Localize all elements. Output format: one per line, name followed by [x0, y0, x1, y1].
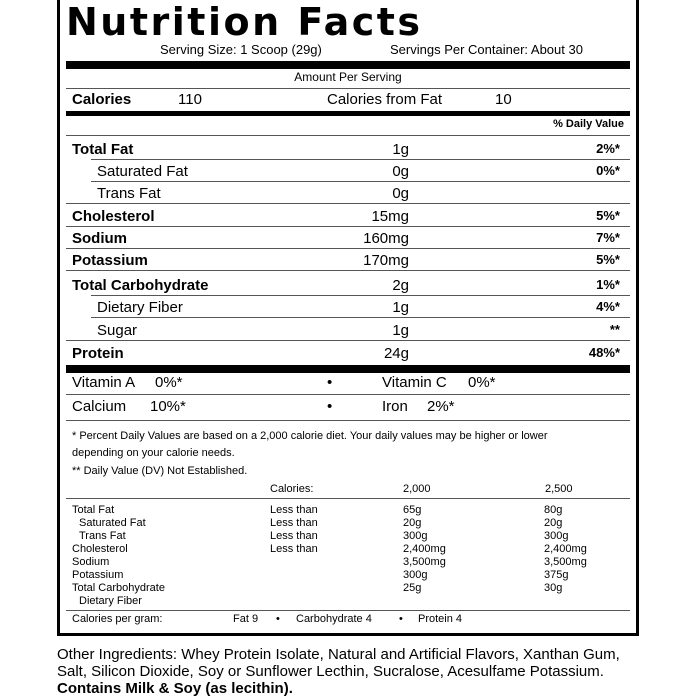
divider	[66, 88, 630, 89]
divider	[66, 420, 630, 421]
nutrient-dv: 1%*	[596, 277, 620, 292]
nutrient-row-trans-fat	[66, 182, 630, 204]
divider	[91, 317, 630, 318]
nutrient-row-protein	[66, 342, 630, 364]
dv-table-row-v2000: 20g	[403, 517, 422, 529]
dv-table-row-v2000: 300g	[403, 569, 428, 581]
dv-table-2000-values	[403, 504, 446, 595]
divider	[66, 498, 630, 499]
calories-per-gram-fat: Fat 9	[233, 613, 259, 625]
dv-table-row-name: Trans Fat	[79, 530, 126, 542]
nutrient-amount: 170mg	[363, 252, 409, 269]
nutrient-row-total-carbohydrate	[66, 274, 630, 296]
dv-table-row-v2500: 375g	[544, 569, 569, 581]
footnote-percent-dv-cont: depending on your calorie needs.	[72, 447, 235, 459]
label-title: Nutrition Facts	[66, 0, 423, 44]
bullet: •	[327, 398, 333, 415]
vitamin-c-label: Vitamin C	[382, 374, 447, 391]
ingredients-line: Salt, Silicon Dioxide, Soy or Sunflower Lecthin, Sucralose, Acesulfame Potassium.	[57, 663, 604, 680]
dv-table-calories-label: Calories:	[270, 483, 314, 495]
dv-table-row-v2000: 65g	[403, 504, 422, 516]
dv-table-row-v2000: 300g	[403, 530, 428, 542]
dv-table-row-name: Dietary Fiber	[79, 595, 142, 607]
nutrient-amount: 0g	[392, 163, 409, 180]
calories-from-fat-label: Calories from Fat	[327, 91, 443, 108]
divider	[66, 340, 630, 341]
dv-table-row-v2500: 2,400mg	[544, 543, 587, 555]
footnote-dv-not-established: ** Daily Value (DV) Not Established.	[72, 465, 248, 477]
calories-per-gram-protein: Protein 4	[418, 613, 463, 625]
nutrient-name: Dietary Fiber	[97, 299, 183, 316]
dv-table-row-name: Total Fat	[72, 504, 115, 516]
nutrient-dv: 4%*	[596, 299, 620, 314]
nutrient-dv: 0%*	[596, 163, 620, 178]
dv-table-row-name: Potassium	[72, 569, 124, 581]
ingredients-line: Other Ingredients: Whey Protein Isolate, Natural and Artificial Flavors, Xanthan Gum,	[57, 646, 620, 663]
nutrient-name: Total Fat	[72, 141, 134, 158]
dv-table-row-v2000: 2,400mg	[403, 543, 446, 555]
dv-table-row-name: Saturated Fat	[79, 517, 146, 529]
calories-per-gram-carb: Carbohydrate 4	[296, 613, 372, 625]
vitamin-a-label: Vitamin A	[72, 374, 136, 391]
dv-table-row-name: Cholesterol	[72, 543, 128, 555]
dv-table-row-qual: Less than	[270, 517, 318, 529]
medium-divider	[66, 111, 630, 116]
calories-label: Calories	[72, 91, 132, 108]
nutrient-row-sodium	[66, 227, 630, 249]
nutrient-row-sugar	[66, 319, 630, 341]
calories-per-gram-label: Calories per gram:	[72, 613, 163, 625]
nutrient-amount: 1g	[392, 141, 409, 158]
nutrient-dv: 5%*	[596, 208, 620, 223]
calories-value: 110	[178, 91, 202, 108]
dv-table-row-v2000: 3,500mg	[403, 556, 446, 568]
calcium-label: Calcium	[72, 398, 127, 415]
nutrient-row-potassium	[66, 249, 630, 271]
divider	[66, 135, 630, 136]
nutrient-name: Sodium	[72, 230, 127, 247]
dv-table-row-v2500: 20g	[544, 517, 563, 529]
dv-table-2500-values	[544, 504, 587, 595]
nutrient-dv: 5%*	[596, 252, 620, 267]
nutrient-amount: 160mg	[363, 230, 409, 247]
vitamin-a-dv: 0%*	[155, 374, 183, 391]
dv-table-names	[72, 504, 165, 608]
nutrient-amount: 2g	[392, 277, 409, 294]
nutrient-name: Cholesterol	[72, 208, 155, 225]
nutrient-name: Sugar	[97, 322, 138, 339]
nutrient-name: Trans Fat	[97, 185, 161, 202]
nutrient-amount: 1g	[392, 322, 409, 339]
nutrient-name: Protein	[72, 345, 124, 362]
vitamin-c-dv: 0%*	[468, 374, 496, 391]
nutrient-name: Potassium	[72, 252, 148, 269]
amount-per-serving: Amount Per Serving	[294, 70, 402, 84]
dv-table-col-2500: 2,500	[545, 483, 573, 495]
calories-from-fat-value: 10	[495, 91, 512, 108]
bullet: •	[276, 613, 280, 625]
dv-table-row-v2500: 80g	[544, 504, 563, 516]
iron-label: Iron	[382, 398, 408, 415]
nutrient-amount: 0g	[392, 185, 409, 202]
dv-table-col-2000: 2,000	[403, 483, 431, 495]
nutrient-row-saturated-fat	[66, 160, 630, 182]
bullet: •	[399, 613, 403, 625]
allergen-statement: Contains Milk & Soy (as lecithin).	[57, 680, 293, 697]
nutrient-amount: 24g	[383, 345, 409, 362]
nutrient-amount: 15mg	[371, 208, 409, 225]
serving-size: Serving Size: 1 Scoop (29g)	[160, 42, 322, 57]
dv-table-row-v2500: 3,500mg	[544, 556, 587, 568]
nutrient-dv: 2%*	[596, 141, 620, 156]
iron-dv: 2%*	[427, 398, 455, 415]
divider	[66, 610, 630, 611]
nutrient-row-total-fat	[66, 138, 630, 160]
dv-table-row-qual: Less than	[270, 530, 318, 542]
daily-value-header: % Daily Value	[553, 118, 624, 130]
divider	[66, 394, 630, 395]
dv-table-row-name: Total Carbohydrate	[72, 582, 165, 594]
nutrient-dv: **	[609, 322, 620, 337]
dv-table-row-qual: Less than	[270, 504, 318, 516]
dv-table-row-name: Sodium	[72, 556, 110, 568]
dv-table-row-v2500: 300g	[544, 530, 569, 542]
thick-divider	[66, 365, 630, 373]
nutrient-name: Total Carbohydrate	[72, 277, 209, 294]
divider	[66, 203, 630, 204]
bullet: •	[327, 374, 333, 391]
dv-table-row-v2000: 25g	[403, 582, 422, 594]
nutrient-row-dietary-fiber	[66, 296, 630, 318]
divider	[66, 270, 630, 271]
servings-per-container: Servings Per Container: About 30	[390, 42, 583, 57]
footnote-percent-dv: * Percent Daily Values are based on a 2,000 calorie diet. Your daily values may be higher or lower	[72, 430, 548, 442]
ingredients-block	[57, 646, 697, 697]
nutrient-row-cholesterol	[66, 205, 630, 227]
dv-table-row-qual: Less than	[270, 543, 318, 555]
nutrient-dv: 7%*	[596, 230, 620, 245]
calcium-dv: 10%*	[150, 398, 186, 415]
nutrient-name: Saturated Fat	[97, 163, 188, 180]
dv-table-qualifiers	[270, 504, 318, 556]
nutrient-amount: 1g	[392, 299, 409, 316]
thick-divider	[66, 61, 630, 69]
nutrition-facts-panel	[57, 0, 639, 636]
nutrient-dv: 48%*	[588, 345, 620, 360]
dv-table-row-v2500: 30g	[544, 582, 563, 594]
